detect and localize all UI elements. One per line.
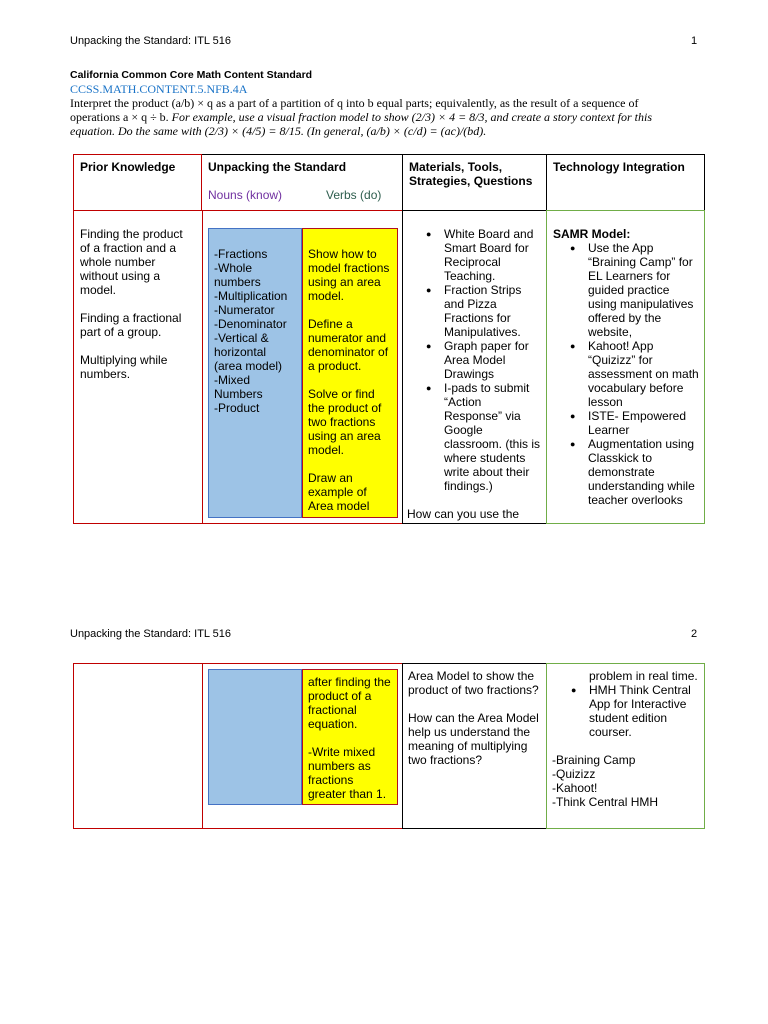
verb-item: -Write mixed numbers as fractions greater than 1. — [308, 745, 387, 801]
noun-item: -Mixed Numbers — [214, 373, 263, 401]
materials-item: ● I-pads to submit “Action Response” via Google classroom. (this is where students write about their findings.) — [444, 381, 542, 493]
materials-item: ● White Board and Smart Board for Reciprocal Teaching. — [444, 227, 542, 283]
page-header-title: Unpacking the Standard: ITL 516 — [70, 35, 232, 47]
materials-cell — [402, 663, 547, 829]
nouns-box — [208, 669, 302, 805]
verb-item: Solve or find the product of two fractions using an area model. — [308, 387, 382, 457]
noun-item: -Product — [214, 401, 260, 415]
technology-item: ● Kahoot! App “Quizizz” for assessment on math vocabulary before lesson — [588, 339, 700, 409]
nouns-label: Nouns (know) — [208, 188, 283, 202]
header-materials: Materials, Tools, Strategies, Questions — [402, 154, 547, 210]
technology-item: ● Augmentation using Classkick to demonstrate understanding while teacher overlooks — [588, 437, 700, 507]
header-unpacking: Unpacking the Standard Nouns (know) Verbs (do) — [202, 154, 402, 210]
materials-list — [407, 227, 542, 493]
page-header-title: Unpacking the Standard: ITL 516 — [70, 628, 232, 640]
prior-knowledge-cell — [73, 663, 203, 829]
materials-question: How can the Area Model help us understand the meaning of multiplying two fractions? — [408, 711, 539, 767]
technology-app: -Kahoot! — [552, 781, 598, 795]
technology-list — [553, 241, 700, 507]
verbs-box — [302, 669, 398, 805]
nouns-box — [208, 228, 302, 518]
noun-item: -Whole numbers — [214, 261, 261, 289]
header-technology: Technology Integration — [546, 154, 705, 210]
technology-apps-list — [552, 753, 700, 809]
noun-item: -Numerator — [214, 303, 275, 317]
standard-text — [70, 96, 690, 138]
noun-item: -Denominator — [214, 317, 287, 331]
noun-item: -Vertical & horizontal (area model) — [214, 331, 283, 373]
technology-item: ● Use the App “Braining Camp” for EL Learners for guided practice using manipulatives offered by the website, — [588, 241, 700, 339]
technology-cell — [546, 210, 705, 524]
technology-app: -Quizizz — [552, 767, 596, 781]
prior-knowledge-cell — [73, 210, 203, 524]
technology-list — [552, 683, 700, 739]
materials-question: Area Model to show the product of two fractions? — [408, 669, 539, 697]
samr-title: SAMR Model: — [553, 227, 631, 241]
noun-item: -Multiplication — [214, 289, 288, 303]
verb-item: Define a numerator and denominator of a product. — [308, 317, 389, 373]
materials-item: ● Graph paper for Area Model Drawings — [444, 339, 542, 381]
standard-text-example: For example, use a visual fraction model to show (2/3) × 4 = 8/3, and create a story context for this equation. Do the same with (2/3) × (4/5) = 8/15. (In general, (a/b) × (c/d) = (ac)/(bd). — [70, 110, 653, 138]
materials-question: How can you use the — [407, 507, 520, 521]
prior-knowledge-item: Finding a fractional part of a group. — [80, 311, 182, 339]
technology-continuation: problem in real time. — [589, 669, 698, 683]
technology-app: -Think Central HMH — [552, 795, 659, 809]
standard-code-link[interactable]: CCSS.MATH.CONTENT.5.NFB.4A — [70, 82, 248, 96]
standard-text-plain: Interpret the product (a/b) × q as a part of a partition of q into b equal parts; equivalently, as the result of a sequence of operations a × q ÷ b. — [70, 96, 639, 124]
verb-item: Show how to model fractions using an area model. — [308, 247, 390, 303]
verb-item: after finding the product of a fractional equation. — [308, 675, 391, 731]
verbs-box — [302, 228, 398, 518]
technology-item: ● ISTE- Empowered Learner — [588, 409, 700, 437]
verb-item: Draw an example of Area model — [308, 471, 370, 513]
verbs-label: Verbs (do) — [326, 188, 382, 202]
header-prior-knowledge: Prior Knowledge — [73, 154, 202, 210]
technology-cell — [546, 663, 705, 829]
materials-cell — [402, 210, 547, 524]
prior-knowledge-item: Finding the product of a fraction and a whole number without using a model. — [80, 227, 183, 297]
page-number: 2 — [691, 628, 698, 640]
technology-item: ● HMH Think Central App for Interactive student edition courser. — [589, 683, 700, 739]
prior-knowledge-item: Multiplying while numbers. — [80, 353, 168, 381]
materials-item: ● Fraction Strips and Pizza Fractions for Manipulatives. — [444, 283, 542, 339]
noun-item: -Fractions — [214, 247, 268, 261]
standard-title: California Common Core Math Content Standard — [70, 69, 313, 81]
technology-app: -Braining Camp — [552, 753, 636, 767]
page-number: 1 — [691, 35, 698, 47]
